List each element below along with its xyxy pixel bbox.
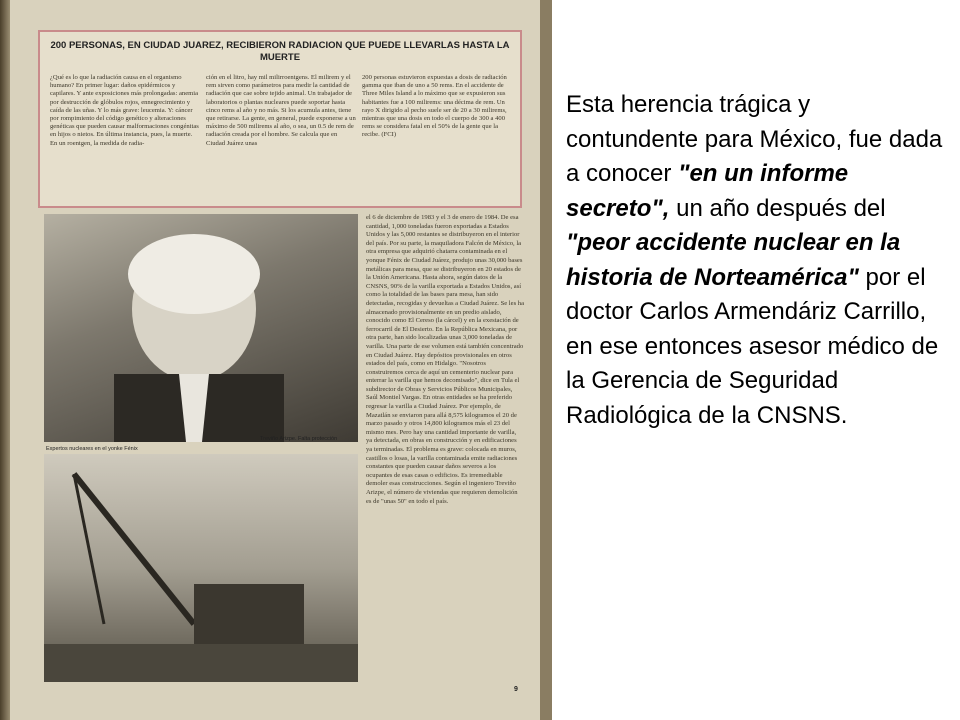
photo-caption-1: Treviño Arizpe. Falta protección [260, 436, 338, 442]
box-column-2: ción en el litro, hay mil milirroentgens. El milirem y el rem sirven como parámetros para medir la cantidad de radiación que cae sobre tejido animal. Un trabajador de laboratorios o plantas nucleares puede soportar hasta cinco rems al año y no más. Si los acumula antes, tiene que retirarse. La gente, en general, puede exponerse a un máximo de 500 milirems al año, o sea, un 0.5 de rem de radiación creada por el hombre. Se calcula que en Ciudad Juárez unas [206, 74, 356, 147]
page-number: 9 [514, 686, 518, 693]
portrait-silhouette [44, 214, 358, 442]
emphasis-secret-report: "en un informe secreto", [566, 160, 849, 222]
magazine-page [10, 0, 540, 720]
emphasis-worst-accident: "peor accidente nuclear en la historia de Norteamérica" [566, 229, 901, 291]
quote-part-3: por el doctor Carlos Armendáriz Carrillo, en ese entonces asesor médico de la Gerencia de Seguridad Radiológica de la CNSNS. [566, 263, 939, 429]
crane-silhouette [44, 454, 358, 682]
quote-part-2: un año después del [669, 194, 886, 222]
info-box [38, 30, 522, 208]
magazine-headline: 200 PERSONAS, EN CIUDAD JUAREZ, RECIBIERON RADIACION QUE PUEDE LLEVARLAS HASTA LA MUERTE [50, 40, 510, 63]
photo-caption-2: Expertos nucleares en el yonke Fénix [46, 446, 138, 452]
box-column-1: ¿Qué es lo que la radiación causa en el organismo humano? En primer lugar: daños epidérmicos y capilares. Y ante exposiciones más prolongadas: anemia por destrucción de glóbulos rojos, ennegrecimiento y caída de las uñas. Y lo más grave: leucemia. Y: cáncer por rompimiento del código genético y alteraciones genéticas que pueden causar malformaciones congénitas en hijos o nietos. En última instancia, pues, la muerte. En un roentgen, la medida de radia- [50, 74, 199, 147]
quote-text [566, 88, 946, 433]
crane-photo [44, 454, 358, 682]
man-portrait-photo [44, 214, 358, 442]
box-column-3: 200 personas estuvieron expuestas a dosis de radiación gamma que iban de uno a 50 rems. En el accidente de Three Miles Island a lo máximo que se expusieron sus habitantes fue a 100 milirems: una décima de rem. Un rayo X dirigido al pecho suele ser de 20 a 30 milirems, mientras que una dosis en todo el cuerpo de 300 a 400 rems se considera fatal en el 50% de la gente que la recibe. (FCI) [362, 74, 507, 139]
quote-part-1: Esta herencia trágica y contundente para México, fue dada a conocer [566, 91, 943, 187]
article-body-column: el 6 de diciembre de 1983 y el 3 de enero de 1984. De esa cantidad, 1,000 toneladas fueron exportadas a Estados Unidos y las 5,000 restantes se distribuyeron en el interior del país. Por su parte, la maquiladora Falcón de México, la otra empresa que adquirió chatarra contaminada en el yonque Fénix de Ciudad Juárez, produjo unas 30,000 bases metálicas para mesa, que se distribuyeron en 20 estados de la Unión Americana. Hasta ahora, según datos de la CNSNS, 90% de la varilla exportada a Estados Unidos, así como la totalidad de las bases para mesa, han sido detectadas, recogidas y devueltas a Ciudad Juárez. Se les ha almacenado provisionalmente en un predio aislado, conocido como El Cereso (la cárcel) y en la exestación de ferrocarril de El Desierto. En la República Mexicana, por otra parte, han sido localizadas unas 3,000 toneladas de varilla. Una parte de ese volumen está también concentrado en Ciudad Juárez. Hay depósitos provisionales en otros estados del país, como en Hidalgo. "Nosotros construiremos cerca de aquí un cementerio nuclear para enterrar la varilla que hemos decomisado", dice en Tula el subdirector de Obras y Servicios Públicos Municipales, Saúl Montiel Vargas. En otras entidades se ha preferido regresar la varilla a Ciudad Juárez. Por ejemplo, de Mazatlán se enviaron para allá 8,575 kilogramos el 20 de marzo pasado y otros 14,800 kilogramos más el 23 del mismo mes. Pero hay una cantidad importante de varilla, ya detectada, en obras en construcción y en edificaciones ya terminadas. El problema es grave: colocada en muros, castillos o losas, la varilla contaminada emite radiaciones constantes que pueden causar daños severos a los ocupantes de esas casas o edificios. Es irremediable demoler esas construcciones. Según el ingeniero Treviño Arizpe, el número de viviendas que requieren demolición es de "unas 50" en todo el país. [366, 214, 524, 505]
